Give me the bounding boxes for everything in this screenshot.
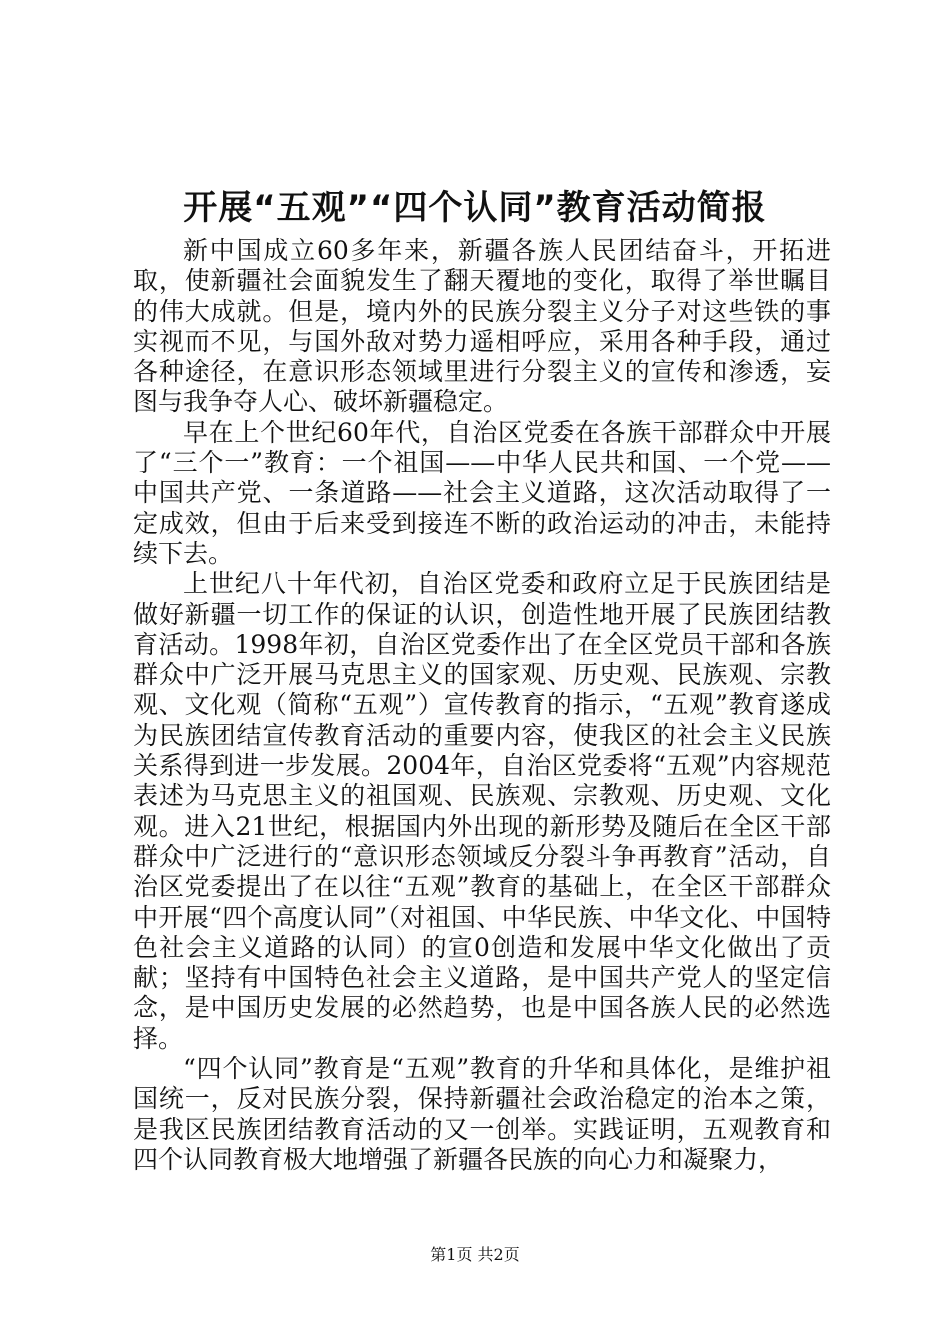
paragraph-3: 上世纪八十年代初，自治区党委和政府立足于民族团结是做好新疆一切工作的保证的认识，创造性地开展了民族团结教育活动。1998年初，自治区党委作出了在全区党员干部和各族群众中广泛开展马克思主义的国家观、历史观、民族观、宗教观、文化观（简称“五观”）宣传教育的指示，“五观”教育遂成为民族团结宣传教育活动的重要内容，使我区的社会主义民族关系得到进一步发展。2004年，自治区党委将“五观”内容规范表述为马克思主义的祖国观、民族观、宗教观、历史观、文化观。进入21世纪，根据国内外出现的新形势及随后在全区干部群众中广泛进行的“意识形态领域反分裂斗争再教育”活动，自治区党委提出了在以往“五观”教育的基础上，在全区干部群众中开展“四个高度认同”（对祖国、中华民族、中华文化、中国特色社会主义道路的认同）的宣0创造和发展中华文化做出了贡献；坚持有中国特色社会主义道路，是中国共产党人的坚定信念，是中国历史发展的必然趋势，也是中国各族人民的必然选择。: [133, 569, 831, 1053]
page-number-footer: 第1页 共2页: [430, 1245, 520, 1264]
document-title: 开展“五观”“四个认同”教育活动简报: [183, 188, 767, 228]
document-body: [133, 236, 831, 1175]
paragraph-2: 早在上个世纪60年代，自治区党委在各族干部群众中开展了“三个一”教育：一个祖国——中华人民共和国、一个党——中国共产党、一条道路——社会主义道路，这次活动取得了一定成效，但由于后来受到接连不断的政治运动的冲击，未能持续下去。: [133, 417, 831, 568]
paragraph-1: 新中国成立60多年来，新疆各族人民团结奋斗，开拓进取，使新疆社会面貌发生了翻天覆地的变化，取得了举世瞩目的伟大成就。但是，境内外的民族分裂主义分子对这些铁的事实视而不见，与国外敌对势力遥相呼应，采用各种手段，通过各种途径，在意识形态领域里进行分裂主义的宣传和渗透，妄图与我争夺人心、破坏新疆稳定。: [133, 236, 831, 417]
paragraph-4: “四个认同”教育是“五观”教育的升华和具体化，是维护祖国统一，反对民族分裂，保持新疆社会政治稳定的治本之策，是我区民族团结教育活动的又一创举。实践证明，五观教育和四个认同教育极大地增强了新疆各民族的向心力和凝聚力，: [133, 1054, 831, 1174]
